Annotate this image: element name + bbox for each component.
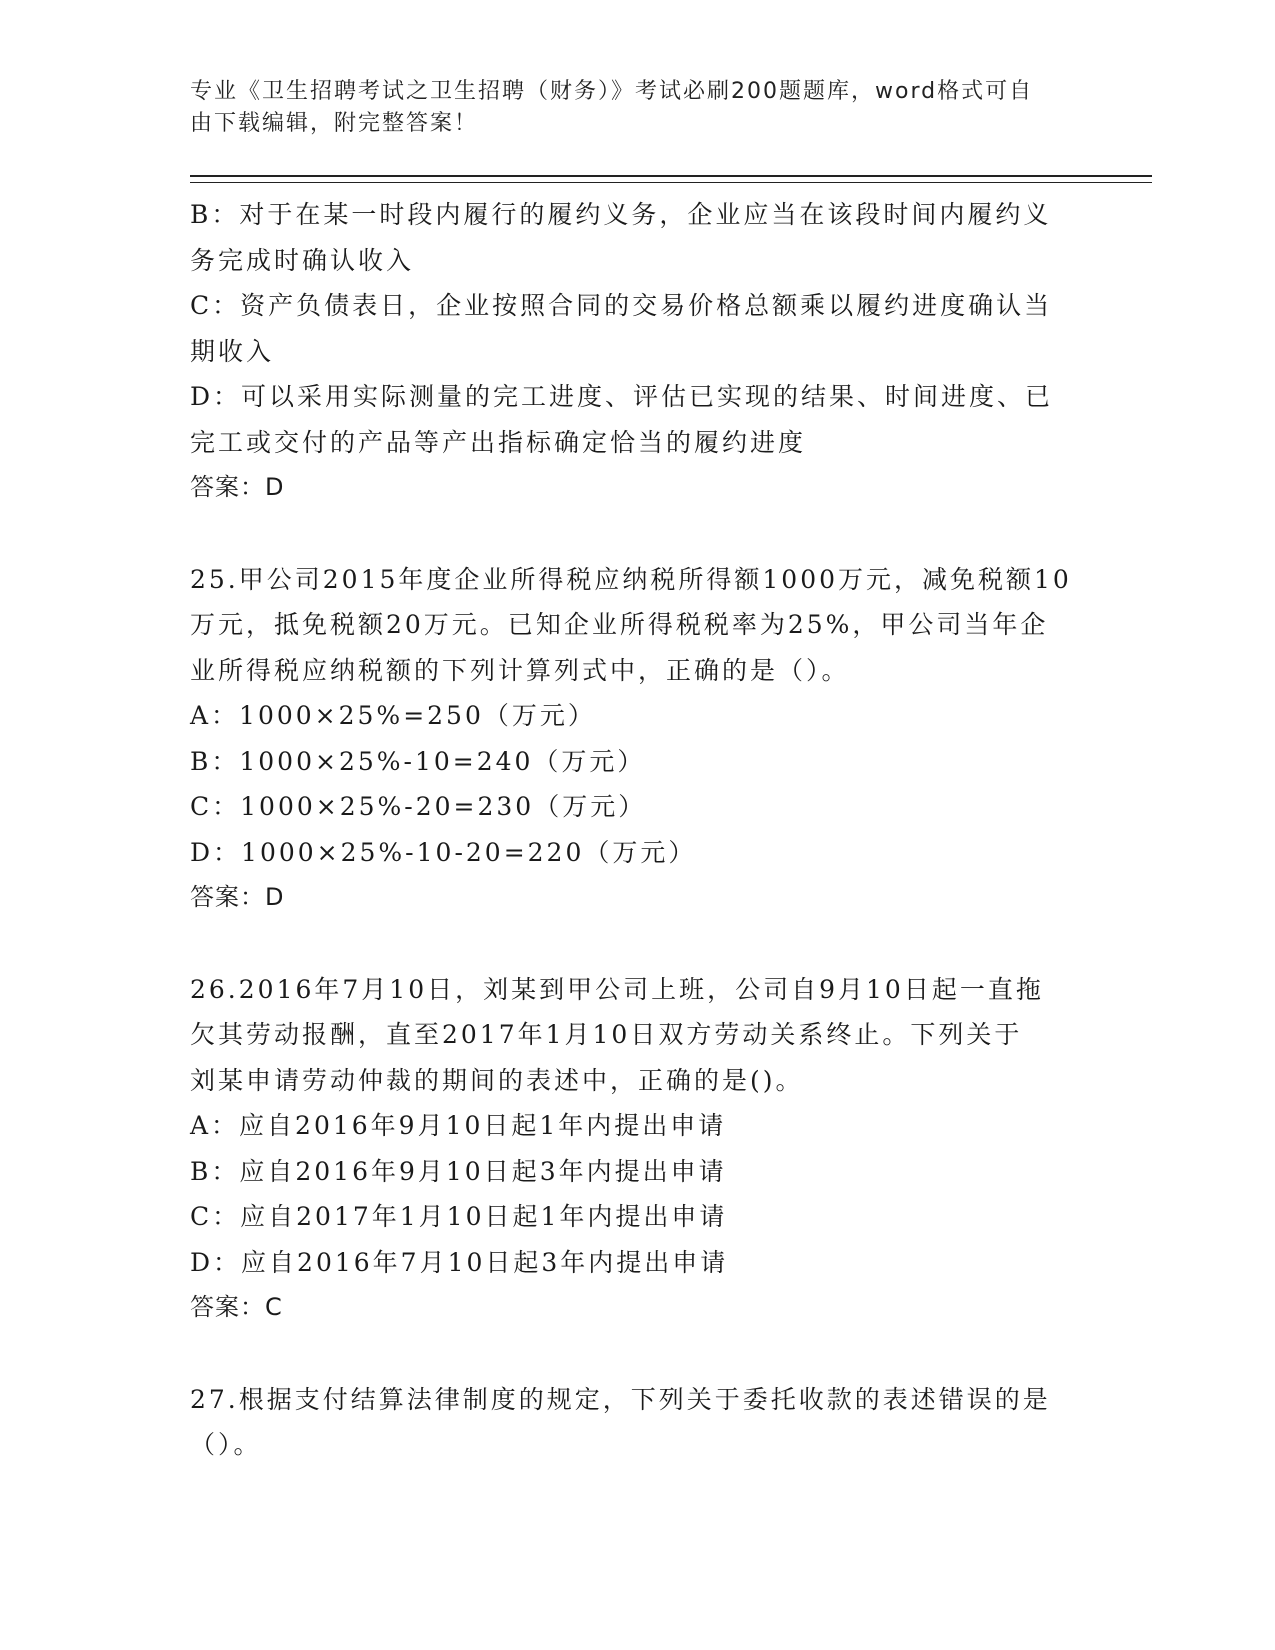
option-line: B：对于在某一时段内履行的履约义务，企业应当在该段时间内履约义 [190, 200, 1052, 229]
question-text: 27.根据支付结算法律制度的规定，下列关于委托收款的表述错误的是 [190, 1384, 1051, 1414]
question-text: 业所得税应纳税额的下列计算列式中，正确的是（）。 [190, 655, 850, 685]
option-a: A：应自2016年9月10日起1年内提出申请 [190, 1111, 727, 1140]
document-header [190, 76, 1090, 140]
option-d: D：应自2016年7月10日起3年内提出申请 [190, 1247, 729, 1277]
option-line: 期收入 [190, 336, 275, 366]
question-24-options [190, 192, 1090, 511]
question-text: 26.2016年7月10日，刘某到甲公司上班，公司自9月10日起一直拖 [190, 974, 1044, 1004]
option-line: 完工或交付的产品等产出指标确定恰当的履约进度 [190, 427, 807, 457]
header-line: 专业《卫生招聘考试之卫生招聘（财务）》考试必刷200题题库，word格式可自 [190, 79, 1034, 104]
option-line: D：可以采用实际测量的完工进度、评估已实现的结果、时间进度、已 [190, 382, 1054, 411]
option-c: C：应自2017年1月10日起1年内提出申请 [190, 1202, 728, 1231]
option-d: D：1000×25%-10-20=220（万元） [190, 837, 697, 867]
question-text: 万元，抵免税额20万元。已知企业所得税税率为25%，甲公司当年企 [190, 610, 1049, 639]
option-line: 务完成时确认收入 [190, 245, 415, 275]
answer-line: 答案：D [190, 883, 285, 911]
option-b: B：应自2016年9月10日起3年内提出申请 [190, 1156, 727, 1186]
header-divider [190, 175, 1152, 177]
question-text: 刘某申请劳动仲裁的期间的表述中，正确的是()。 [190, 1065, 804, 1095]
spacer [190, 511, 1090, 557]
option-line: C：资产负债表日，企业按照合同的交易价格总额乘以履约进度确认当 [190, 291, 1053, 320]
question-text: （）。 [190, 1430, 262, 1459]
answer-line: 答案：C [190, 1293, 283, 1321]
option-a: A：1000×25%=250（万元） [190, 701, 596, 730]
question-26 [190, 967, 1090, 1331]
question-text: 欠其劳动报酬，直至2017年1月10日双方劳动关系终止。下列关于 [190, 1020, 1023, 1049]
option-c: C：1000×25%-20=230（万元） [190, 792, 647, 821]
spacer [190, 921, 1090, 967]
header-line: 由下载编辑，附完整答案！ [190, 111, 479, 136]
header-divider [190, 182, 1152, 183]
question-text: 25.甲公司2015年度企业所得税应纳税所得额1000万元，减免税额10 [190, 564, 1072, 594]
question-27 [190, 1377, 1090, 1468]
document-body [190, 192, 1090, 1468]
spacer [190, 1331, 1090, 1377]
question-25 [190, 557, 1090, 921]
option-b: B：1000×25%-10=240（万元） [190, 746, 646, 776]
answer-line: 答案：D [190, 473, 285, 501]
